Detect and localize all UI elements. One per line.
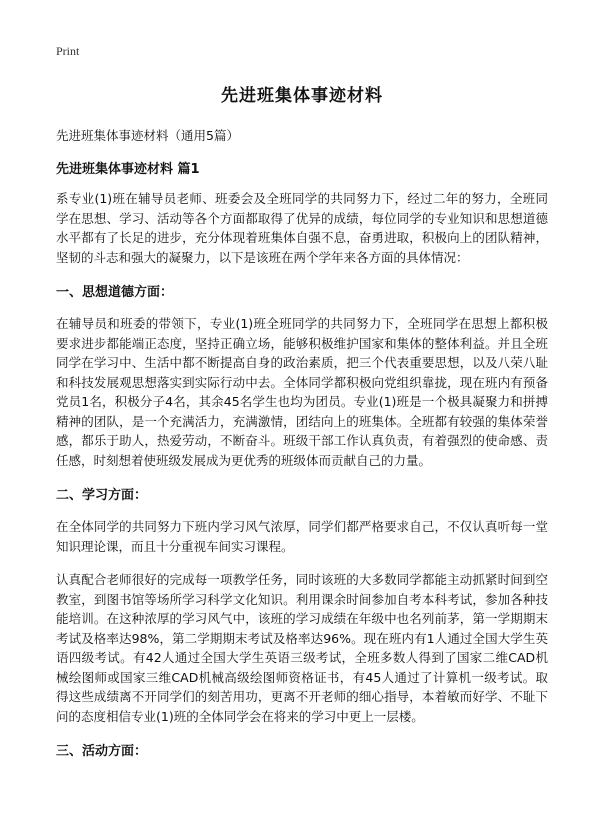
study-paragraph-1: 在全体同学的共同努力下班内学习风气浓厚，同学们都严格要求自己，不仅认真听每一堂知识理论课，而且十分重视车间实习课程。 <box>56 519 548 554</box>
document-title: 先进班集体事迹材料 <box>221 86 383 106</box>
section-heading-ideology: 一、思想道德方面： <box>56 285 174 300</box>
section-heading-activities: 三、活动方面： <box>56 744 148 759</box>
study-paragraph-2: 认真配合老师很好的完成每一项教学任务，同时该班的大多数同学都能主动抓紧时间到空教室，到图书馆等场所学习科学文化知识。利用课余时间参加自考本科考试，参加各种技能培训。在这种浓厚的学习风气中，该班的学习成绩在年级中也名列前茅，第一学期期末考试及格率达98%，第二学期期末考试及格率达96%。现在班内有1人通过全国大学生英语四级考试。有42人通过全国大学生英语三级考试，全班多数人得到了国家二维CAD机械绘图师或国家三维CAD机械高级绘图师资格证书，有45人通过了计算机一级考试。取得这些成绩离不开同学们的刻苦用功，更离不开老师的细心指导，本着敏而好学、不耻下问的态度相信专业(1)班的全体同学会在将来的学习中更上一层楼。 <box>56 572 548 724</box>
intro-paragraph: 系专业(1)班在辅导员老师、班委会及全班同学的共同努力下，经过二年的努力，全班同学在思想、学习、活动等各个方面都取得了优异的成绩，每位同学的专业知识和思想道德水平都有了长足的进步，充分体现着班集体自强不息，奋勇进取，积极向上的团队精神，坚韧的斗志和强大的凝聚力，以下是该班在两个学年来各方面的具体情况： <box>56 191 548 265</box>
print-label: Print <box>56 44 80 58</box>
section-heading-study: 二、学习方面： <box>56 488 148 503</box>
ideology-paragraph: 在辅导员和班委的带领下，专业(1)班全班同学的共同努力下，全班同学在思想上都积极要求进步都能端正态度，坚持正确立场，能够积极维护国家和集体的整体利益。并且全班同学在学习中、生活中都不断提高自身的政治素质，把三个代表重要思想，以及八荣八耻和科技发展观思想落实到实际行动中去。全体同学都积极向党组织靠拢，现在班内有预备党员1名，积极分子4名，其余45名学生也均为团员。专业(1)班是一个极具凝聚力和拼搏精神的团队，是一个充满活力，充满激情，团结向上的班集体。全班都有较强的集体荣誉感，都乐于助人，热爱劳动，不断奋斗。班级干部工作认真负责，有着强烈的使命感、责任感，时刻想着使班级发展成为更优秀的班级体而贡献自己的力量。 <box>56 316 548 468</box>
document-subtitle: 先进班集体事迹材料（通用5篇） <box>56 128 239 143</box>
article-heading: 先进班集体事迹材料 篇1 <box>56 162 200 177</box>
